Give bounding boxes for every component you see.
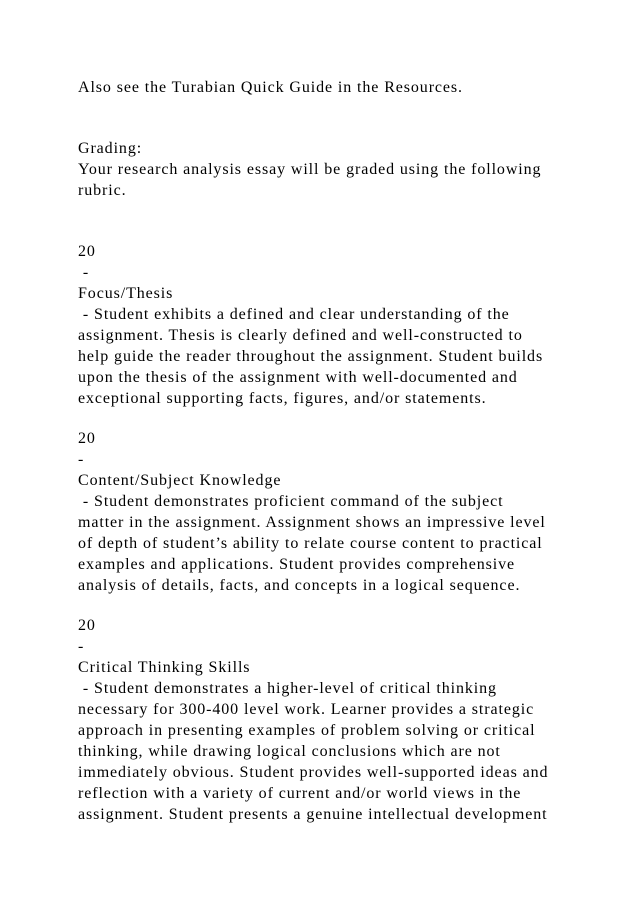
criterion-description-line: reflection with a variety of current and/or world views in the xyxy=(78,785,522,802)
criterion-title: Content/Subject Knowledge xyxy=(78,472,282,489)
criterion-description-line: analysis of details, facts, and concepts in a logical sequence. xyxy=(78,577,521,594)
criterion-description-line: - Student exhibits a defined and clear understanding of the xyxy=(78,306,510,323)
grading-text-line-2: rubric. xyxy=(78,182,127,199)
criterion-description-line: necessary for 300-400 level work. Learner provides a strategic xyxy=(78,701,535,718)
criterion-title: Critical Thinking Skills xyxy=(78,659,251,676)
criterion-title: Focus/Thesis xyxy=(78,285,174,302)
criterion-dash: - xyxy=(78,451,85,468)
criterion-points: 20 xyxy=(78,243,96,260)
intro-text: Also see the Turabian Quick Guide in the Resources. xyxy=(78,79,463,96)
criterion-points: 20 xyxy=(78,430,96,447)
grading-text-line-1: Your research analysis essay will be graded using the following xyxy=(78,161,542,178)
criterion-description-line: help guide the reader throughout the assignment. Student builds xyxy=(78,348,544,365)
criterion-description-line: approach in presenting examples of problem solving or critical xyxy=(78,722,536,739)
criterion-description-line: thinking, while drawing logical conclusions which are not xyxy=(78,743,501,760)
criterion-description-line: assignment. Student presents a genuine intellectual development xyxy=(78,806,548,823)
criterion-description-line: assignment. Thesis is clearly defined and well-constructed to xyxy=(78,327,523,344)
grading-heading: Grading: xyxy=(78,140,143,157)
criterion-description-line: - Student demonstrates proficient command of the subject xyxy=(78,493,504,510)
criterion-description-line: upon the thesis of the assignment with well-documented and xyxy=(78,369,518,386)
criterion-description-line: of depth of student’s ability to relate course content to practical xyxy=(78,535,543,552)
criterion-description-line: examples and applications. Student provides comprehensive xyxy=(78,556,515,573)
criterion-description-line: immediately obvious. Student provides well-supported ideas and xyxy=(78,764,549,781)
criterion-description-line: exceptional supporting facts, figures, and/or statements. xyxy=(78,390,487,407)
criterion-dash: - xyxy=(78,638,85,655)
criterion-description-line: matter in the assignment. Assignment shows an impressive level xyxy=(78,514,546,531)
criterion-points: 20 xyxy=(78,617,96,634)
criterion-dash: - xyxy=(78,264,90,281)
criterion-description-line: - Student demonstrates a higher-level of critical thinking xyxy=(78,680,497,697)
